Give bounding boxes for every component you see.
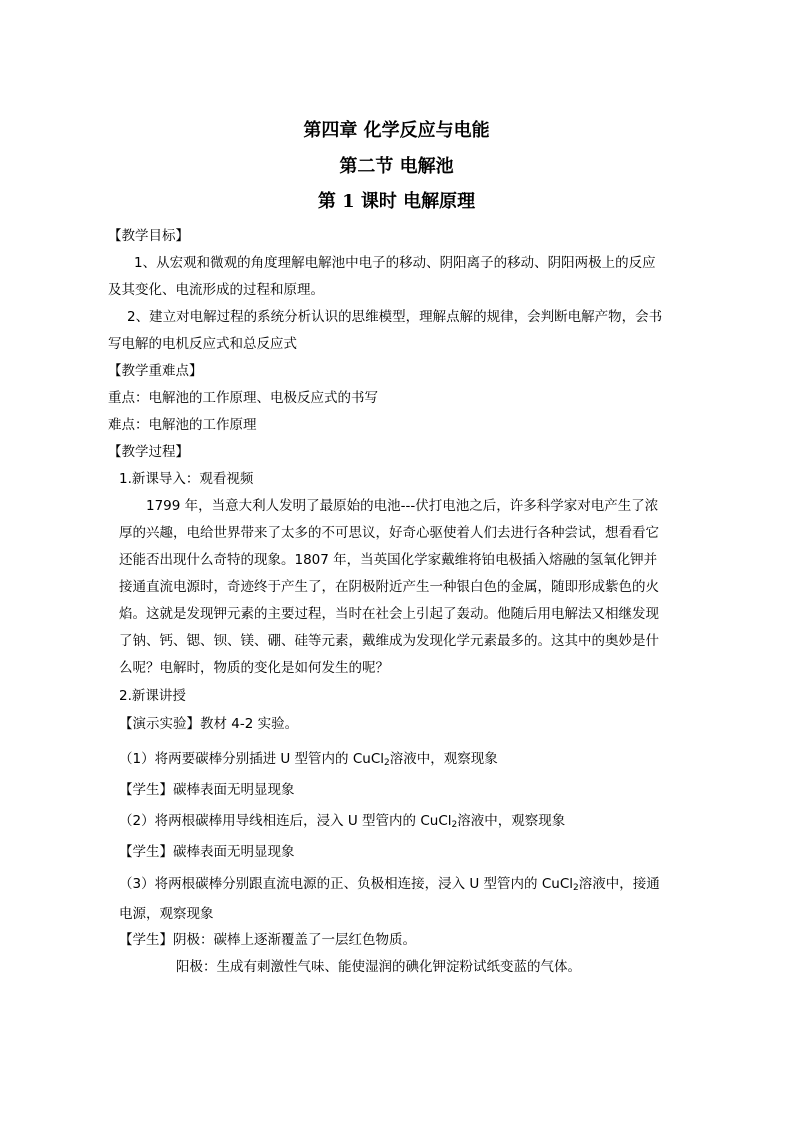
step-1-text: （1）将两要碳棒分别插进 U 型管内的 CuCl <box>119 751 385 767</box>
student-answer-cathode: 阴极：碳棒上逐渐覆盖了一层红色物质。 <box>173 932 416 948</box>
section-title: 第二节 电解池 <box>339 156 454 177</box>
demo-experiment: 【演示实验】教材 4-2 实验。 <box>119 716 299 732</box>
objective-1-line-1: 1、从宏观和微观的角度理解电解池中电子的移动、阴阳离子的移动、阴阳两极上的反应 <box>134 255 656 271</box>
step-1-subscript: 2 <box>384 758 390 768</box>
student-observation-3 <box>119 930 699 950</box>
step-3-text-end: 溶液中，接通 <box>578 876 660 892</box>
student-tag: 【学生】 <box>119 932 173 948</box>
intro-line-7: 么呢？电解时，物质的变化是如何发生的呢？ <box>119 660 389 676</box>
objective-2-line-1: 2、建立对电解过程的系统分析认识的思维模型，理解点解的规律，会判断电解产物，会书 <box>127 309 663 325</box>
process-heading: 【教学过程】 <box>108 444 189 460</box>
key-point: 重点：电解池的工作原理、电极反应式的书写 <box>108 390 378 406</box>
objective-2-line-2: 写电解的电机反应式和总反应式 <box>108 336 297 352</box>
step-3 <box>119 874 699 894</box>
intro-line-3: 还能否出现什么奇特的现象。1807 年，当英国化学家戴维将铂电极插入熔融的氢氧化钾并 <box>119 552 658 568</box>
step-3-text: （3）将两根碳棒分别跟直流电源的正、负极相连接，浸入 U 型管内的 CuCl <box>119 876 574 892</box>
intro-line-6: 了钠、钙、锶、钡、镁、硼、硅等元素，戴维成为发现化学元素最多的。这其中的奥妙是什 <box>119 633 659 649</box>
student-answer-anode: 阳极：生成有刺激性气味、能使湿润的碘化钾淀粉试纸变蓝的气体。 <box>176 959 581 975</box>
lecture-title: 2.新课讲授 <box>119 688 186 704</box>
lesson-title: 第 1 课时 电解原理 <box>317 191 476 212</box>
student-answer-2: 碳棒表面无明显现象 <box>173 844 295 860</box>
student-observation-2 <box>119 842 699 862</box>
intro-line-1: 1799 年，当意大利人发明了最原始的电池---伏打电池之后，许多科学家对电产生了浓 <box>146 498 659 514</box>
intro-line-5: 焰。这就是发现钾元素的主要过程，当时在社会上引起了轰动。他随后用电解法又相继发现 <box>119 606 659 622</box>
step-2-text-end: 溶液中，观察现象 <box>457 813 566 829</box>
chapter-title: 第四章 化学反应与电能 <box>303 120 490 141</box>
key-points-heading: 【教学重难点】 <box>108 363 203 379</box>
student-tag: 【学生】 <box>119 844 173 860</box>
objectives-heading: 【教学目标】 <box>108 228 189 244</box>
step-1-text-end: 溶液中，观察现象 <box>389 751 498 767</box>
intro-line-4: 接通直流电源时，奇迹终于产生了，在阴极附近产生一种银白色的金属，随即形成紫色的火 <box>119 579 659 595</box>
student-tag: 【学生】 <box>119 782 173 798</box>
intro-line-2: 厚的兴趣，电给世界带来了太多的不可思议，好奇心驱使着人们去进行各种尝试，想看看它 <box>119 525 659 541</box>
student-observation-1 <box>119 780 699 800</box>
step-1 <box>119 749 699 769</box>
difficult-point: 难点：电解池的工作原理 <box>108 417 257 433</box>
step-3-line-2: 电源，观察现象 <box>119 906 214 922</box>
step-2 <box>119 811 699 831</box>
intro-title: 1.新课导入：观看视频 <box>119 471 254 487</box>
objective-1-line-2: 及其变化、电流形成的过程和原理。 <box>108 282 324 298</box>
step-2-text: （2）将两根碳棒用导线相连后，浸入 U 型管内的 CuCl <box>119 813 452 829</box>
step-2-subscript: 2 <box>451 820 458 830</box>
step-3-subscript: 2 <box>573 883 579 893</box>
student-answer-1: 碳棒表面无明显现象 <box>173 782 295 798</box>
